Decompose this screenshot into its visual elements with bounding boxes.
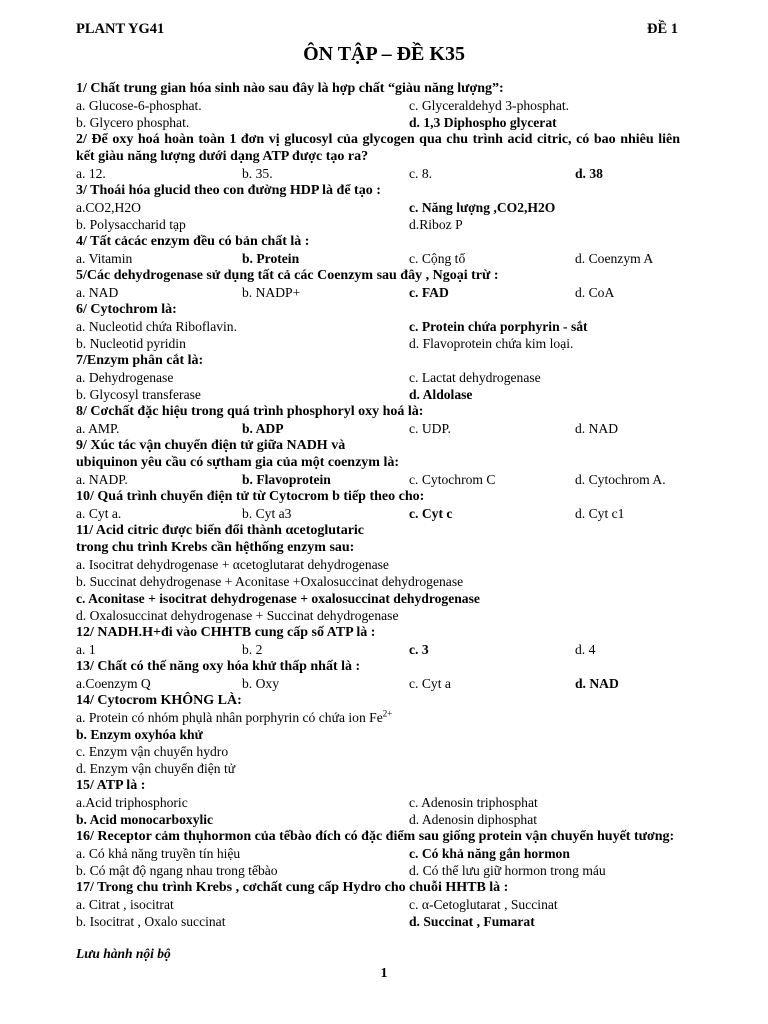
answer-option-correct bbox=[242, 250, 299, 267]
answer-option bbox=[76, 386, 201, 403]
answer-option-text: d. 1,3 Diphospho glycerat bbox=[409, 115, 557, 130]
answer-option bbox=[76, 556, 389, 573]
question-text: 17/ Trong chu trình Krebs , cơchất cung cấp Hydro cho chuỗi HHTB là : bbox=[76, 880, 509, 895]
answer-option-text: c. Cộng tố bbox=[409, 251, 466, 266]
answer-option-text: b. Glycero phosphat. bbox=[76, 115, 190, 130]
answer-option-correct bbox=[575, 165, 603, 182]
question-text: 16/ Receptor cảm thụhormon của tếbào đích có đặc điểm sau giống protein vận chuyển huyết tương: bbox=[76, 829, 675, 844]
answer-option-text: a. 12. bbox=[76, 166, 106, 181]
question-text: 11/ Acid citric được biến đổi thành αcetoglutaric trong chu trình Krebs cần hệthống enzym sau: bbox=[76, 523, 365, 555]
answer-option bbox=[76, 607, 398, 624]
answer-option-text: c. FAD bbox=[409, 285, 449, 300]
answer-option-text: c. Lactat dehydrogenase bbox=[409, 370, 541, 385]
answer-option bbox=[76, 760, 235, 777]
question-block bbox=[76, 777, 680, 828]
answer-option-correct bbox=[409, 913, 535, 930]
answer-row bbox=[76, 335, 680, 352]
answer-option-correct bbox=[76, 726, 203, 743]
answer-row bbox=[76, 250, 680, 267]
answer-option-text: d. NAD bbox=[575, 676, 619, 691]
answer-option-correct bbox=[76, 811, 213, 828]
answer-option-text: a. Protein có nhóm phụlà nhân porphyrin có chứa ion Fe bbox=[76, 710, 383, 725]
answer-option-text: d. Có thể lưu giữ hormon trong máu bbox=[409, 863, 606, 878]
question-block bbox=[76, 267, 680, 301]
answer-option-text: b. Isocitrat , Oxalo succinat bbox=[76, 914, 226, 929]
answer-option-correct bbox=[575, 675, 619, 692]
answer-option bbox=[409, 794, 538, 811]
answer-row bbox=[76, 709, 680, 726]
answer-option-correct bbox=[409, 505, 452, 522]
answer-option-text: a. Nucleotid chứa Riboflavin. bbox=[76, 319, 238, 334]
question-text: 5/Các dehydrogenase sử dụng tất cả các Coenzym sau đây , Ngoại trừ : bbox=[76, 268, 499, 283]
question-text: 10/ Quá trình chuyển điện tử từ Cytocrom b tiếp theo cho: bbox=[76, 489, 425, 504]
answer-option-text: c. Cyt c bbox=[409, 506, 453, 521]
question-text: 7/Enzym phân cắt là: bbox=[76, 353, 204, 368]
answer-option-correct bbox=[409, 114, 557, 131]
question-text: 1/ Chất trung gian hóa sinh nào sau đây là hợp chất “giàu năng lượng”: bbox=[76, 81, 504, 96]
answer-option bbox=[242, 165, 273, 182]
answer-row bbox=[76, 760, 680, 777]
answer-option-correct bbox=[242, 471, 331, 488]
question-block bbox=[76, 403, 680, 437]
answer-option-text: d. Flavoprotein chứa kim loại. bbox=[409, 336, 574, 351]
answer-option-correct bbox=[409, 386, 472, 403]
answer-option-text: a. NAD bbox=[76, 285, 119, 300]
answer-option-text: b. Có mật độ ngang nhau trong tếbào bbox=[76, 863, 278, 878]
answer-row bbox=[76, 811, 680, 828]
question-list bbox=[76, 80, 680, 930]
header-left-label: PLANT YG41 bbox=[76, 21, 165, 37]
answer-option-text: d. Cytochrom A. bbox=[575, 472, 666, 487]
question-block bbox=[76, 182, 680, 233]
answer-option-text: b. Oxy bbox=[242, 676, 280, 691]
answer-option bbox=[76, 114, 189, 131]
answer-option-text: b. Glycosyl transferase bbox=[76, 387, 201, 402]
question-block bbox=[76, 624, 680, 658]
answer-option bbox=[76, 97, 202, 114]
answer-option bbox=[76, 420, 119, 437]
answer-option-text: d. Cyt c1 bbox=[575, 506, 625, 521]
answer-option bbox=[575, 505, 624, 522]
answer-option bbox=[76, 794, 188, 811]
question-text: 6/ Cytochrom là: bbox=[76, 302, 177, 317]
answer-option bbox=[409, 811, 537, 828]
answer-option-text: b. Succinat dehydrogenase + Aconitase +Oxalosuccinat dehydrogenase bbox=[76, 574, 464, 589]
answer-option-text: d. Adenosin diphosphat bbox=[409, 812, 538, 827]
answer-row bbox=[76, 199, 680, 216]
answer-option-correct bbox=[76, 590, 480, 607]
answer-option bbox=[76, 318, 237, 335]
answer-row bbox=[76, 114, 680, 131]
superscript: 2+ bbox=[382, 708, 393, 719]
answer-option-text: a.Acid triphosphoric bbox=[76, 795, 188, 810]
answer-row bbox=[76, 896, 680, 913]
answer-option bbox=[76, 250, 132, 267]
answer-option bbox=[409, 471, 495, 488]
answer-option bbox=[409, 335, 573, 352]
answer-row bbox=[76, 318, 680, 335]
question-text: 13/ Chất có thế năng oxy hóa khử thấp nhất là : bbox=[76, 659, 361, 674]
answer-option-text: d. CoA bbox=[575, 285, 615, 300]
answer-option bbox=[575, 471, 666, 488]
answer-option-text: d. Aldolase bbox=[409, 387, 473, 402]
answer-option-text: c. Glyceraldehyd 3-phosphat. bbox=[409, 98, 570, 113]
answer-option-text: a. Vitamin bbox=[76, 251, 133, 266]
answer-option-text: d. Succinat , Fumarat bbox=[409, 914, 535, 929]
answer-option-text: c. 8. bbox=[409, 166, 433, 181]
answer-option-text: b. Enzym oxyhóa khử bbox=[76, 727, 203, 742]
answer-option-text: a. Citrat , isocitrat bbox=[76, 897, 174, 912]
footer-note: Lưu hành nội bộ bbox=[76, 946, 171, 961]
answer-option-text: d. NAD bbox=[575, 421, 619, 436]
answer-option bbox=[409, 250, 465, 267]
page-title: ÔN TẬP – ĐỀ K35 bbox=[303, 43, 465, 65]
answer-option-text: c. Cytochrom C bbox=[409, 472, 496, 487]
answer-option bbox=[76, 862, 278, 879]
answer-row bbox=[76, 675, 680, 692]
question-text: 14/ Cytocrom KHÔNG LÀ: bbox=[76, 693, 242, 708]
answer-row bbox=[76, 369, 680, 386]
answer-option-text: a. Cyt a. bbox=[76, 506, 122, 521]
answer-option bbox=[409, 97, 569, 114]
answer-option-text: d. Oxalosuccinat dehydrogenase + Succinat dehydrogenase bbox=[76, 608, 399, 623]
answer-option-text: b. Nucleotid pyridin bbox=[76, 336, 186, 351]
question-block bbox=[76, 522, 680, 624]
answer-option-text: d. 4 bbox=[575, 642, 596, 657]
answer-option-text: a. NADP. bbox=[76, 472, 128, 487]
answer-row bbox=[76, 913, 680, 930]
answer-option-text: a. 1 bbox=[76, 642, 96, 657]
answer-option bbox=[76, 216, 186, 233]
answer-option-text: c. Protein chứa porphyrin - sắt bbox=[409, 319, 588, 334]
answer-option bbox=[76, 573, 463, 590]
answer-option-correct bbox=[409, 284, 449, 301]
answer-option-text: b. Polysaccharid tạp bbox=[76, 217, 186, 232]
answer-option bbox=[242, 505, 291, 522]
answer-option bbox=[76, 335, 186, 352]
answer-row bbox=[76, 590, 680, 607]
answer-option bbox=[76, 165, 106, 182]
question-block bbox=[76, 488, 680, 522]
answer-option bbox=[409, 675, 451, 692]
question-text: 8/ Cơchất đặc hiệu trong quá trình phosphoryl oxy hoá là: bbox=[76, 404, 424, 419]
question-text: 2/ Để oxy hoá hoàn toàn 1 đơn vị glucosyl của glycogen qua chu trình acid citric, có bao nhiêu liên kết giàu năng lượng dưới dạng ATP được tạo ra? bbox=[76, 132, 680, 164]
answer-option-correct bbox=[409, 318, 588, 335]
answer-option bbox=[242, 641, 262, 658]
answer-option-text: c. Aconitase + isocitrat dehydrogenase + oxalosuccinat dehydrogenase bbox=[76, 591, 480, 606]
answer-option bbox=[76, 743, 228, 760]
answer-row bbox=[76, 641, 680, 658]
answer-row bbox=[76, 556, 680, 573]
answer-option-text: a.Coenzym Q bbox=[76, 676, 151, 691]
question-block bbox=[76, 692, 680, 777]
answer-row bbox=[76, 743, 680, 760]
answer-option-correct bbox=[242, 420, 284, 437]
answer-row bbox=[76, 607, 680, 624]
answer-option-text: a. AMP. bbox=[76, 421, 120, 436]
answer-option bbox=[76, 505, 121, 522]
answer-option-text: c. Enzym vận chuyển hydro bbox=[76, 744, 229, 759]
answer-option-correct bbox=[409, 845, 570, 862]
answer-option bbox=[76, 709, 392, 726]
header-right-label: ĐỀ 1 bbox=[646, 21, 678, 37]
question-block bbox=[76, 233, 680, 267]
answer-option bbox=[76, 471, 128, 488]
answer-option bbox=[76, 913, 226, 930]
answer-option-text: c. Cyt a bbox=[409, 676, 451, 691]
answer-row bbox=[76, 794, 680, 811]
answer-option bbox=[76, 199, 141, 216]
answer-row bbox=[76, 726, 680, 743]
question-text: 9/ Xúc tác vận chuyển điện tử giữa NADH và ubiquinon yêu cầu có sựtham gia của một coenzym là: bbox=[76, 438, 400, 470]
answer-option-text: b. Cyt a3 bbox=[242, 506, 292, 521]
answer-option-text: b. NADP+ bbox=[242, 285, 301, 300]
answer-option bbox=[409, 420, 451, 437]
answer-option bbox=[409, 896, 558, 913]
answer-option-text: b. Acid monocarboxylic bbox=[76, 812, 214, 827]
question-text: 12/ NADH.H+đi vào CHHTB cung cấp số ATP là : bbox=[76, 625, 376, 640]
answer-option-text: c. 3 bbox=[409, 642, 429, 657]
answer-option bbox=[575, 641, 595, 658]
answer-row bbox=[76, 386, 680, 403]
answer-option-text: b. 2 bbox=[242, 642, 263, 657]
answer-row bbox=[76, 216, 680, 233]
answer-option-text: a. Isocitrat dehydrogenase + αcetoglutarat dehydrogenase bbox=[76, 557, 389, 572]
question-block bbox=[76, 828, 680, 879]
question-block bbox=[76, 437, 680, 488]
answer-option-text: b. Flavoprotein bbox=[242, 472, 331, 487]
answer-option-text: c. UDP. bbox=[409, 421, 451, 436]
answer-row bbox=[76, 505, 680, 522]
answer-option-correct bbox=[409, 641, 429, 658]
question-text: 3/ Thoái hóa glucid theo con đường HDP là để tạo : bbox=[76, 183, 381, 198]
answer-option-text: d.Riboz P bbox=[409, 217, 463, 232]
question-block bbox=[76, 658, 680, 692]
answer-option-text: d. Coenzym A bbox=[575, 251, 654, 266]
answer-option bbox=[76, 369, 173, 386]
answer-option-text: c. Adenosin triphosphat bbox=[409, 795, 538, 810]
answer-option-text: a. Glucose-6-phosphat. bbox=[76, 98, 202, 113]
answer-option bbox=[409, 369, 541, 386]
question-block bbox=[76, 352, 680, 403]
answer-option-text: c. Có khả năng gắn hormon bbox=[409, 846, 570, 861]
answer-option bbox=[575, 250, 653, 267]
answer-row bbox=[76, 573, 680, 590]
answer-option-text: a.CO2,H2O bbox=[76, 200, 141, 215]
answer-option-text: d. 38 bbox=[575, 166, 603, 181]
answer-option-correct bbox=[409, 199, 555, 216]
question-block bbox=[76, 80, 680, 131]
answer-row bbox=[76, 862, 680, 879]
question-text: 4/ Tất cảcác enzym đều có bản chất là : bbox=[76, 234, 310, 249]
answer-option bbox=[76, 641, 96, 658]
answer-option bbox=[409, 165, 432, 182]
answer-option-text: c. Năng lượng ,CO2,H2O bbox=[409, 200, 556, 215]
answer-row bbox=[76, 845, 680, 862]
answer-option bbox=[242, 675, 279, 692]
answer-option-text: b. ADP bbox=[242, 421, 284, 436]
question-block bbox=[76, 879, 680, 930]
answer-option bbox=[409, 862, 606, 879]
answer-option-text: a. Có khả năng truyền tín hiệu bbox=[76, 846, 241, 861]
page-number: 1 bbox=[380, 966, 388, 981]
answer-option bbox=[76, 845, 240, 862]
answer-option bbox=[76, 284, 118, 301]
answer-option-text: d. Enzym vận chuyển điện tử bbox=[76, 761, 236, 776]
answer-row bbox=[76, 471, 680, 488]
answer-option-text: a. Dehydrogenase bbox=[76, 370, 174, 385]
answer-row bbox=[76, 284, 680, 301]
answer-option-text: c. α-Cetoglutarat , Succinat bbox=[409, 897, 558, 912]
answer-row bbox=[76, 97, 680, 114]
answer-option bbox=[76, 675, 151, 692]
answer-option bbox=[575, 420, 618, 437]
answer-option-text: b. 35. bbox=[242, 166, 273, 181]
answer-option bbox=[76, 896, 174, 913]
question-block bbox=[76, 301, 680, 352]
question-block bbox=[76, 131, 680, 182]
answer-option bbox=[242, 284, 300, 301]
answer-row bbox=[76, 420, 680, 437]
answer-option bbox=[575, 284, 614, 301]
question-text: 15/ ATP là : bbox=[76, 778, 146, 793]
answer-option bbox=[409, 216, 463, 233]
answer-row bbox=[76, 165, 680, 182]
answer-option-text: b. Protein bbox=[242, 251, 300, 266]
